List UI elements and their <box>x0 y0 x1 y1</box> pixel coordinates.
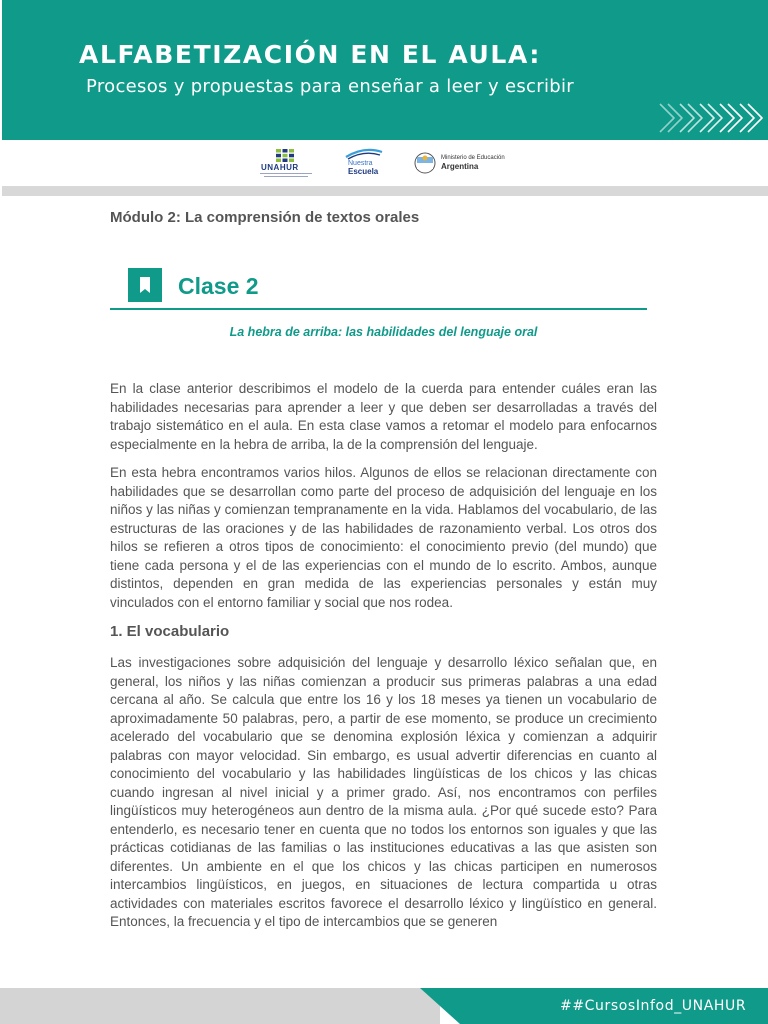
bookmark-icon <box>128 268 162 302</box>
module-heading: Módulo 2: La comprensión de textos orales <box>110 209 420 226</box>
paragraph-vocabulario: Las investigaciones sobre adquisición del lenguaje y desarrollo léxico señalan que, en general, los niños y las niñas comienzan a producir sus primeras palabras a una edad cercana al año. Se calcula que entre los 16 y los 18 meses ya tienen un vocabulario de aproximadamente 50 palabras, pero, a partir de ese momento, se produce un crecimiento acelerado del vocabulario que se denomina explosión léxica y comienzan a adquirir palabras con mayor velocidad. Sin embargo, es usual advertir diferencias en cuanto al conocimiento del vocabulario y las habilidades lingüísticas de los chicos y las chicas cuando ingresan al nivel inicial y a primer grado. Así, nos encontramos con perfiles lingüísticos muy heterogéneos aun dentro de la misma aula. ¿Por qué sucede esto? Para entenderlo, es necesario tener en cuenta que no todos los entornos son iguales y que las prácticas cotidianas de las familias o las instituciones educativas a las que asisten son diferentes. Un ambiente en el que los chicos y las chicas participen en numerosos intercambios lingüísticos, en juegos, en situaciones de lectura compartida u otras actividades con materiales escritos favorece el desarrollo léxico y lingüístico en general. Entonces, la frecuencia y el tipo de intercambios que se generen <box>110 655 657 929</box>
institution-logos <box>0 140 768 186</box>
clase-title: Clase 2 <box>178 273 259 299</box>
clase-divider <box>110 308 647 310</box>
swoosh-icon <box>344 148 384 160</box>
paragraph-hebra: En esta hebra encontramos varios hilos. Algunos de ellos se relacionan directamente con habilidades que se desarrollan como parte del proceso de adquisición del lenguaje en los niños y las niñas y comienzan tempranamente en la vida. Hablamos del vocabulario, de las estructuras de las oraciones y de las habilidades de razonamiento verbal. Los otros dos hilos se refieren a otros tipos de conocimiento: el conocimiento previo (del mundo) que tiene cada persona y el de las experiencias con el mundo de lo escrito. Ambos, aunque distintos, dependen en gran medida de las experiencias personales y están muy vinculados con el entorno familiar y social que nos rodea. <box>110 465 657 610</box>
national-seal-icon <box>414 152 436 174</box>
unahur-tagline <box>260 173 312 174</box>
footer-hashtag: ##CursosInfod_UNAHUR <box>560 998 747 1014</box>
footer <box>0 988 768 1024</box>
paragraph-intro: En la clase anterior describimos el modelo de la cuerda para entender cuáles eran las habilidades necesarias para aprender a leer y que deben ser desarrolladas a través del trabajo sistemático en el aula. En esta clase vamos a retomar el modelo para enfocarnos especialmente en la hebra de arriba, la de la comprensión del lenguaje. <box>110 381 657 452</box>
unahur-tagline-2 <box>264 176 308 177</box>
unahur-name: UNAHUR <box>261 163 299 172</box>
nuestra-escuela-line1: Nuestra <box>348 160 373 167</box>
ministerio-line1: Ministerio de Educación <box>441 155 505 161</box>
course-title: ALFABETIZACIÓN EN EL AULA: <box>79 40 541 69</box>
ministerio-logo <box>414 150 524 176</box>
course-subtitle: Procesos y propuestas para enseñar a leer y escribir <box>86 76 574 97</box>
section-heading-vocabulario: 1. El vocabulario <box>110 623 230 640</box>
ministerio-line2: Argentina <box>441 162 479 171</box>
footer-gray-band <box>0 988 440 1024</box>
nuestra-escuela-logo <box>344 148 384 180</box>
header-banner <box>2 0 768 140</box>
header-divider <box>2 186 768 196</box>
unahur-grid-icon <box>276 149 294 162</box>
clase-subtitle: La hebra de arriba: las habilidades del lenguaje oral <box>229 325 538 339</box>
double-chevron-right-icon <box>656 100 766 136</box>
nuestra-escuela-line2: Escuela <box>348 167 379 176</box>
unahur-logo <box>258 149 314 179</box>
